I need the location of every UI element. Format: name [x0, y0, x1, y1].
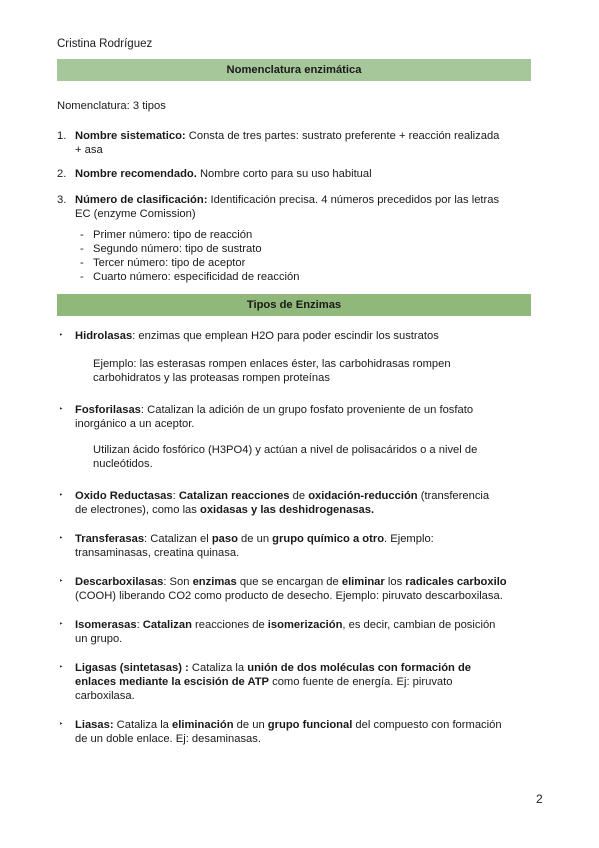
emphasis: radicales carboxilo — [405, 576, 507, 588]
text: : — [136, 619, 143, 631]
emphasis: enzimas — [192, 576, 237, 588]
emphasis: Catalizan — [142, 619, 192, 631]
list-item-nombre-sistematico — [75, 129, 545, 157]
description-cont: EC (enzyme Comission) — [75, 208, 196, 220]
page-number: 2 — [536, 792, 543, 806]
author-name: Cristina Rodríguez — [57, 38, 153, 50]
text: , es decir, cambian de posición — [342, 619, 496, 631]
text: transaminasas, creatina quinasa. — [75, 547, 240, 559]
dash-item: Segundo número: tipo de sustrato — [93, 243, 262, 255]
example-fosforilasas — [93, 443, 543, 471]
text: : Son — [163, 576, 193, 588]
term: Nombre recomendado. — [75, 168, 197, 180]
example-hidrolasas — [93, 357, 543, 385]
example-line: Utilizan ácido fosfórico (H3PO4) y actúan a nivel de polisacáridos o a nivel de — [93, 444, 478, 456]
text: del compuesto con formación — [352, 719, 502, 731]
text: de electrones), como las — [75, 504, 200, 516]
intro-text: Nomenclatura: 3 tipos — [57, 100, 166, 112]
enzyme-liasas — [75, 718, 545, 746]
bullet-icon: ‣ — [59, 492, 64, 499]
emphasis: paso — [211, 533, 238, 545]
text: reacciones de — [191, 619, 268, 631]
text: . Ejemplo: — [384, 533, 434, 545]
description: Nombre corto para su uso habitual — [196, 168, 372, 180]
bullet-icon: ‣ — [59, 578, 64, 585]
text: de un doble enlace. Ej: desaminasas. — [75, 733, 261, 745]
term: Nombre sistematico: — [75, 130, 186, 142]
term: Número de clasificación: — [75, 194, 208, 206]
bullet-icon: ‣ — [59, 664, 64, 671]
description: Identificación precisa. 4 números precedidos por las letras — [207, 194, 500, 206]
term: Transferasas — [75, 533, 145, 545]
description: : Catalizan la adición de un grupo fosfato proveniente de un fosfato — [140, 404, 474, 416]
emphasis: oxidación-reducción — [308, 490, 418, 502]
bullet-icon: ‣ — [59, 621, 64, 628]
term: Descarboxilasas — [75, 576, 164, 588]
emphasis: eliminar — [341, 576, 385, 588]
emphasis: grupo funcional — [267, 719, 353, 731]
list-number: 1. — [57, 130, 67, 142]
list-number: 2. — [57, 168, 67, 180]
bullet-icon: ‣ — [59, 721, 64, 728]
dash-item: Primer número: tipo de reacción — [93, 229, 253, 241]
dash-item: Cuarto número: especificidad de reacción — [93, 271, 300, 283]
bullet-icon: ‣ — [59, 535, 64, 542]
enzyme-descarboxilasas — [75, 575, 545, 603]
section-header-nomenclatura — [57, 59, 531, 81]
emphasis: grupo químico a otro — [272, 533, 385, 545]
emphasis: eliminación — [172, 719, 234, 731]
list-number: 3. — [57, 194, 67, 206]
dash-item: Tercer número: tipo de aceptor — [93, 257, 246, 269]
section-title: Tipos de Enzimas — [246, 299, 342, 311]
dash-marker: - — [80, 257, 84, 269]
text: de un — [237, 533, 273, 545]
dash-marker: - — [80, 243, 84, 255]
text: un grupo. — [75, 633, 123, 645]
emphasis: unión de dos moléculas con formación de — [247, 662, 472, 674]
list-item-numero-clasificacion — [75, 193, 545, 221]
list-item-nombre-recomendado — [75, 167, 545, 181]
enzyme-isomerasas — [75, 618, 545, 646]
enzyme-ligasas — [75, 661, 545, 703]
emphasis: oxidasas y las deshidrogenasas. — [200, 504, 375, 516]
bullet-icon: ‣ — [59, 332, 64, 339]
description: Consta de tres partes: sustrato preferente + reacción realizada — [185, 130, 500, 142]
text: carboxilasa. — [75, 690, 135, 702]
description: : enzimas que emplean H2O para poder escindir los sustratos — [132, 330, 439, 342]
text: de — [289, 490, 309, 502]
term: Hidrolasas — [75, 330, 133, 342]
section-title: Nomenclatura enzimática — [226, 64, 362, 76]
text: : — [172, 490, 179, 502]
dash-marker: - — [80, 229, 84, 241]
description-cont: inorgánico a un aceptor. — [75, 418, 195, 430]
text: que se encargan de — [236, 576, 342, 588]
enzyme-hidrolasas — [75, 329, 545, 343]
example-line: Ejemplo: las esterasas rompen enlaces éster, las carbohidrasas rompen — [93, 358, 451, 370]
text: de un — [233, 719, 268, 731]
description-cont: + asa — [75, 144, 103, 156]
example-line: nucleótidos. — [93, 458, 153, 470]
example-line: carbohidratos y las proteasas rompen proteínas — [93, 372, 330, 384]
text: como fuente de energía. Ej: piruvato — [269, 676, 453, 688]
term: Oxido Reductasas — [75, 490, 173, 502]
term: Fosforilasas — [75, 404, 141, 416]
emphasis: enlaces mediante la escisión de ATP — [75, 676, 269, 688]
term: Liasas: — [75, 719, 114, 731]
section-header-tipos — [57, 294, 531, 316]
enzyme-transferasas — [75, 532, 545, 560]
emphasis: Catalizan reacciones — [178, 490, 290, 502]
enzyme-fosforilasas — [75, 403, 545, 431]
bullet-icon: ‣ — [59, 406, 64, 413]
term: Ligasas (sintetasas) : — [75, 662, 189, 674]
text: (transferencia — [417, 490, 490, 502]
text: : Catalizan el — [144, 533, 212, 545]
term: Isomerasas — [75, 619, 137, 631]
text: Cataliza la — [113, 719, 173, 731]
text: los — [384, 576, 406, 588]
text: Cataliza la — [188, 662, 248, 674]
emphasis: isomerización — [267, 619, 343, 631]
text: (COOH) liberando CO2 como producto de desecho. Ejemplo: piruvato descarboxilasa. — [75, 590, 503, 602]
enzyme-oxido-reductasas — [75, 489, 545, 517]
dash-marker: - — [80, 271, 84, 283]
